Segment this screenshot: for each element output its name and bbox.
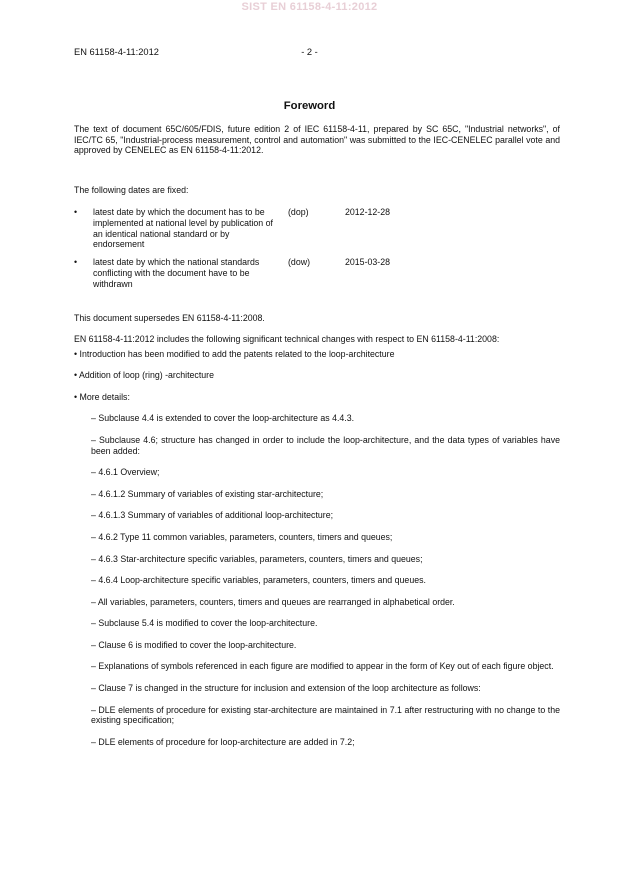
- page-title: Foreword: [283, 100, 336, 112]
- date-abbreviation: (dow): [288, 257, 310, 268]
- dates-list: [74, 207, 560, 313]
- detail-item: – 4.6.2 Type 11 common variables, parameters, counters, timers and queues;: [91, 531, 393, 542]
- watermark: SIST EN 61158-4-11:2012: [241, 1, 378, 13]
- header-doc-id: EN 61158-4-11:2012: [74, 47, 159, 57]
- document-body: [74, 124, 560, 747]
- date-value: 2012-12-28: [345, 207, 390, 218]
- header-page-number: - 2 -: [301, 47, 318, 57]
- date-abbreviation: (dop): [288, 207, 309, 218]
- date-description: latest date by which the national standards conflicting with the document have to be withdrawn: [93, 257, 260, 289]
- date-description: latest date by which the document has to be implemented at national level by publication of an identical national standard or by endorsement: [93, 207, 273, 250]
- bullet-icon: •: [74, 257, 78, 268]
- detail-item: – Subclause 4.4 is extended to cover the loop-architecture as 4.4.3.: [91, 413, 355, 424]
- detail-item: – Clause 7 is changed in the structure for inclusion and extension of the loop architecture as follows:: [91, 683, 481, 694]
- dates-intro: The following dates are fixed:: [74, 184, 189, 195]
- date-value: 2015-03-28: [345, 257, 390, 268]
- changes-intro: EN 61158-4-11:2012 includes the following significant technical changes with respect to EN 61158-4-11:2008:: [74, 333, 500, 344]
- detail-item: – Subclause 4.6; structure has changed in order to include the loop-architecture, and the data types of variables have been added:: [91, 434, 560, 456]
- list-item: • Addition of loop (ring) -architecture: [74, 370, 214, 381]
- detail-item: – DLE elements of procedure for loop-architecture are added in 7.2;: [91, 736, 355, 747]
- detail-item: – 4.6.4 Loop-architecture specific variables, parameters, counters, timers and queues.: [91, 575, 426, 586]
- detail-item: – 4.6.3 Star-architecture specific variables, parameters, counters, timers and queues;: [91, 553, 423, 564]
- detail-item: – Explanations of symbols referenced in each figure are modified to appear in the form of Key out of each figure object.: [91, 661, 554, 672]
- list-item: • More details:: [74, 391, 130, 402]
- detail-item: – DLE elements of procedure for existing star-architecture are maintained in 7.1 after restructuring with no change to the existing specification;: [91, 704, 560, 726]
- bullet-icon: •: [74, 207, 78, 218]
- supersedes-statement: This document supersedes EN 61158-4-11:2008.: [74, 313, 265, 324]
- list-item: • Introduction has been modified to add the patents related to the loop-architecture: [74, 348, 395, 359]
- detail-item: – 4.6.1.3 Summary of variables of additional loop-architecture;: [91, 510, 334, 521]
- detail-item: – 4.6.1 Overview;: [91, 467, 160, 478]
- detail-item: – All variables, parameters, counters, timers and queues are rearranged in alphabetical order.: [91, 596, 455, 607]
- detail-item: – Subclause 5.4 is modified to cover the loop-architecture.: [91, 618, 318, 629]
- intro-paragraph: The text of document 65C/605/FDIS, future edition 2 of IEC 61158-4-11, prepared by SC 65C, "Industrial networks", of IEC/TC 65, "Industrial-process measurement, control and automation" was submitted to the IEC-CENELEC parallel vote and approved by CENELEC as EN 61158-4-11:2012.: [74, 124, 560, 156]
- detail-item: – Clause 6 is modified to cover the loop-architecture.: [91, 639, 297, 650]
- detail-item: – 4.6.1.2 Summary of variables of existing star-architecture;: [91, 488, 324, 499]
